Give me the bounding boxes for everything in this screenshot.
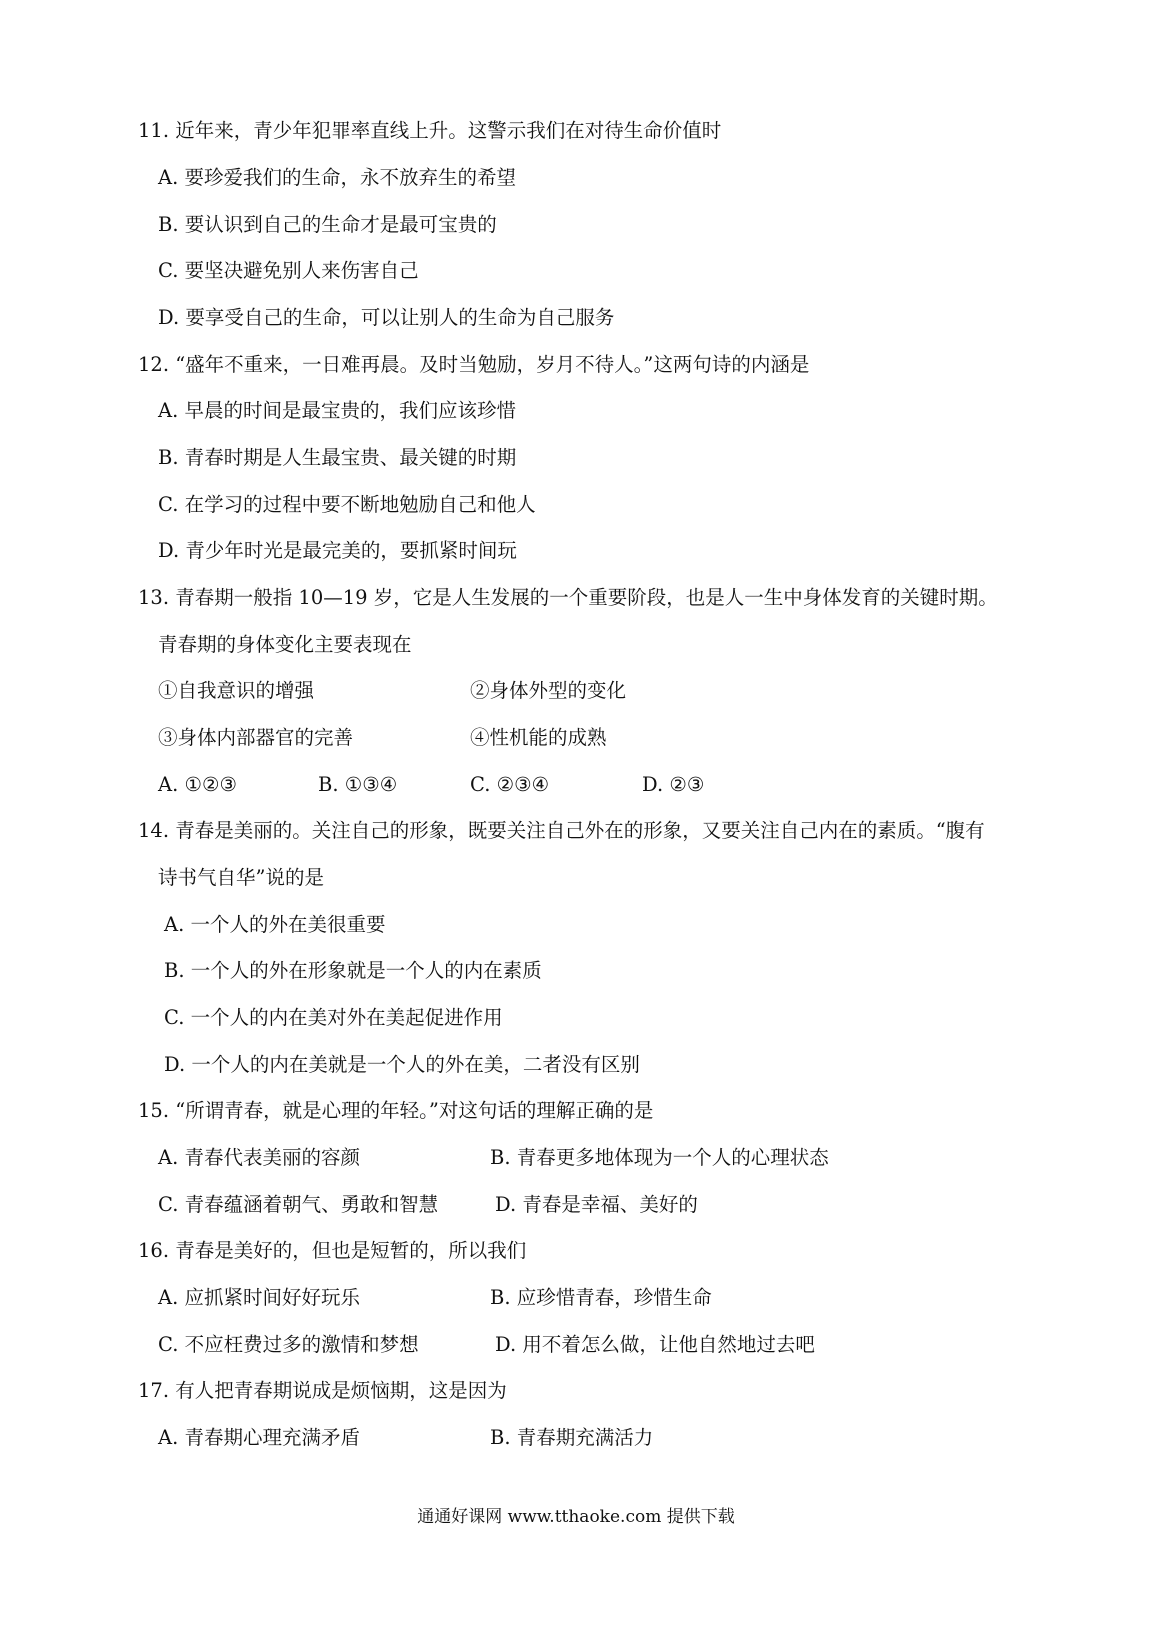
question-11-option-c: C. 要坚决避免别人来伤害自己 [158,259,419,282]
question-13-item-3: ③身体内部器官的完善 [158,726,354,749]
question-11-option-a: A. 要珍爱我们的生命，永不放弃生的希望 [158,166,516,189]
question-14-option-b: B. 一个人的外在形象就是一个人的内在素质 [164,959,542,982]
question-12-option-b: B. 青春时期是人生最宝贵、最关键的时期 [158,446,517,469]
question-14-stem-cont: 诗书气自华”说的是 [158,866,324,889]
question-12-option-c: C. 在学习的过程中要不断地勉励自己和他人 [158,493,536,516]
question-14-option-d: D. 一个人的内在美就是一个人的外在美，二者没有区别 [164,1053,640,1076]
question-16-option-b: B. 应珍惜青春，珍惜生命 [490,1286,712,1309]
question-12-stem: 12. “盛年不重来，一日难再晨。及时当勉励，岁月不待人。”这两句诗的内涵是 [138,353,810,376]
question-14-option-c: C. 一个人的内在美对外在美起促进作用 [164,1006,503,1029]
question-12-option-d: D. 青少年时光是最完美的，要抓紧时间玩 [158,539,517,562]
question-13-option-a: A. ①②③ [158,773,237,796]
question-13-option-b: B. ①③④ [318,773,398,796]
question-16-option-c: C. 不应枉费过多的激情和梦想 [158,1333,419,1356]
question-13-option-c: C. ②③④ [470,773,550,796]
question-13-item-1: ①自我意识的增强 [158,679,315,702]
question-11-option-d: D. 要享受自己的生命，可以让别人的生命为自己服务 [158,306,615,329]
question-16-option-d: D. 用不着怎么做，让他自然地过去吧 [495,1333,815,1356]
question-12-option-a: A. 早晨的时间是最宝贵的，我们应该珍惜 [158,399,516,422]
question-17-option-b: B. 青春期充满活力 [490,1426,654,1449]
question-15-option-a: A. 青春代表美丽的容颜 [158,1146,360,1169]
question-14-stem: 14. 青春是美丽的。关注自己的形象，既要关注自己外在的形象，又要关注自己内在的素质。“腹有 [138,819,985,842]
question-15-option-d: D. 青春是幸福、美好的 [495,1193,698,1216]
question-16-stem: 16. 青春是美好的，但也是短暂的，所以我们 [138,1239,527,1262]
question-13-option-d: D. ②③ [642,773,705,796]
question-17-option-a: A. 青春期心理充满矛盾 [158,1426,360,1449]
question-16-option-a: A. 应抓紧时间好好玩乐 [158,1286,360,1309]
question-11-stem: 11. 近年来，青少年犯罪率直线上升。这警示我们在对待生命价值时 [138,119,722,142]
question-13-stem-cont: 青春期的身体变化主要表现在 [158,633,412,656]
question-15-option-b: B. 青春更多地体现为一个人的心理状态 [490,1146,829,1169]
question-13-stem: 13. 青春期一般指 10—19 岁，它是人生发展的一个重要阶段，也是人一生中身体发育的关键时期。 [138,586,998,609]
question-14-option-a: A. 一个人的外在美很重要 [164,913,386,936]
question-15-option-c: C. 青春蕴涵着朝气、勇敢和智慧 [158,1193,439,1216]
question-11-option-b: B. 要认识到自己的生命才是最可宝贵的 [158,213,497,236]
question-15-stem: 15. “所谓青春，就是心理的年轻。”对这句话的理解正确的是 [138,1099,654,1122]
question-13-item-4: ④性机能的成熟 [470,726,607,749]
question-17-stem: 17. 有人把青春期说成是烦恼期，这是因为 [138,1379,507,1402]
page-footer: 通通好课网 www.tthaoke.com 提供下载 [417,1507,735,1527]
question-13-item-2: ②身体外型的变化 [470,679,627,702]
